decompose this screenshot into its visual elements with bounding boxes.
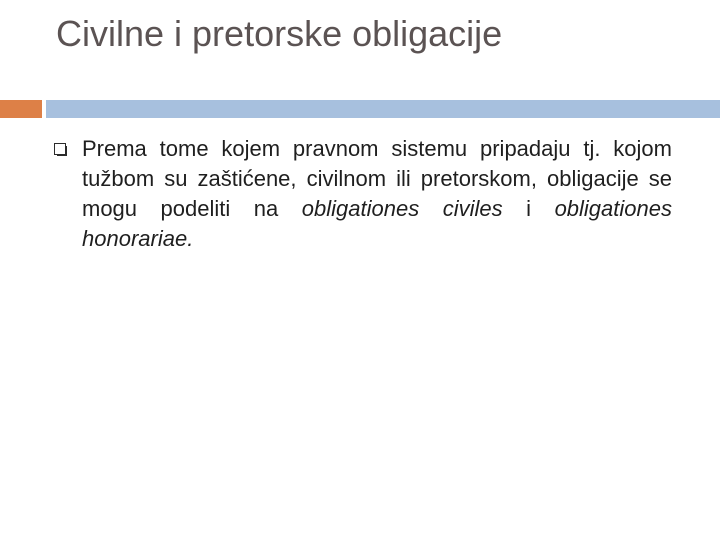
bullet-conjunction: i xyxy=(502,196,555,221)
title-divider-rule xyxy=(46,100,720,118)
square-bullet-icon xyxy=(54,143,66,155)
bullet-paragraph xyxy=(82,134,672,254)
term-obligationes-civiles: obligationes civiles xyxy=(301,196,503,221)
bullet-text: Prema tome kojem pravnom sistemu pripadaju tj. kojom tužbom su zaštićene, civilnom ili pretorskom, obligacije se mogu podeliti na xyxy=(82,136,672,221)
term-obligationes-honorariae: obligationes honorariae. xyxy=(82,196,672,251)
slide-title: Civilne i pretorske obligacije xyxy=(56,13,503,54)
title-divider-accent xyxy=(0,100,42,118)
